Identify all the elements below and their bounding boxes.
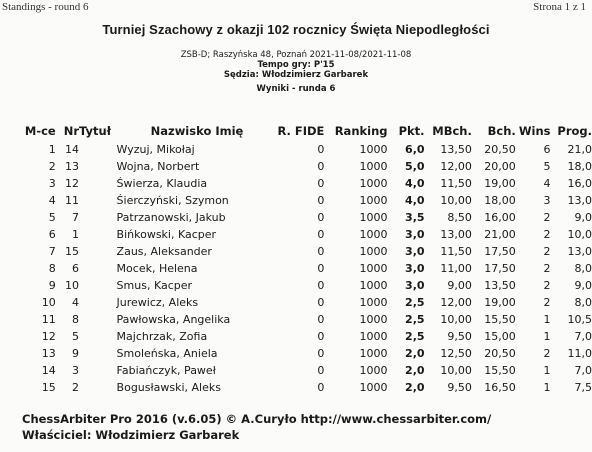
number-cell: 9 [72, 347, 80, 360]
player-name-cell: Jurewicz, Aleks [116, 296, 199, 309]
table-row [22, 277, 592, 294]
progress-cell: 7,0 [574, 330, 592, 343]
arbiter: Sędzia: Włodzimierz Garbarek [223, 70, 369, 80]
place-cell: 13 [41, 347, 56, 360]
ranking-cell: 1000 [359, 330, 388, 343]
place-cell: 12 [41, 330, 56, 343]
place-cell: 9 [48, 279, 56, 292]
player-name-cell: Mocek, Helena [116, 262, 198, 275]
title-cell [79, 175, 117, 192]
player-name-cell: Fabiańczyk, Paweł [116, 364, 216, 377]
table-row [22, 311, 592, 328]
player-name-cell: Wojna, Norbert [116, 160, 200, 173]
progress-cell: 9,0 [574, 279, 592, 292]
points-cell: 4,0 [405, 177, 425, 190]
title-cell [79, 158, 117, 175]
wins-cell: 2 [543, 211, 551, 224]
table-row [22, 226, 592, 243]
number-cell: 6 [72, 262, 80, 275]
round-label: Wyniki - runda 6 [256, 84, 336, 94]
table-row [22, 379, 592, 396]
fide-cell: 0 [317, 160, 325, 173]
wins-cell: 1 [543, 330, 551, 343]
table-row [22, 175, 592, 192]
buchholz-cell: 19,00 [484, 177, 516, 190]
fide-cell: 0 [317, 245, 325, 258]
number-cell: 7 [72, 211, 80, 224]
buchholz-cell: 18,00 [484, 194, 516, 207]
progress-cell: 13,0 [567, 194, 592, 207]
wins-cell: 5 [543, 160, 551, 173]
wins-cell: 1 [543, 313, 551, 326]
player-name-cell: Śierczyński, Szymon [116, 194, 229, 207]
title-cell [79, 260, 117, 277]
table-row [22, 328, 592, 345]
table-row [22, 362, 592, 379]
col-title: Tytuł [79, 123, 111, 138]
place-cell: 4 [48, 194, 56, 207]
wins-cell: 2 [543, 296, 551, 309]
buchholz-cell: 15,50 [484, 313, 516, 326]
median-buchholz-cell: 10,00 [440, 313, 472, 326]
points-cell: 3,0 [405, 245, 425, 258]
place-cell: 15 [41, 381, 56, 394]
table-row [22, 209, 592, 226]
number-cell: 12 [65, 177, 80, 190]
number-cell: 10 [65, 279, 80, 292]
fide-cell: 0 [317, 143, 325, 156]
player-name-cell: Świerza, Klaudia [116, 177, 208, 190]
col-fide: R. FIDE [277, 123, 325, 138]
points-cell: 2,5 [405, 296, 425, 309]
col-number: Nr [63, 123, 80, 138]
player-name-cell: Pawłowska, Angelika [116, 313, 231, 326]
points-cell: 2,5 [405, 330, 425, 343]
points-cell: 2,0 [405, 381, 425, 394]
place-cell: 6 [48, 228, 56, 241]
progress-cell: 10,5 [567, 313, 592, 326]
place-cell: 11 [41, 313, 56, 326]
place-cell: 1 [48, 143, 56, 156]
wins-cell: 1 [543, 381, 551, 394]
ranking-cell: 1000 [359, 194, 388, 207]
place-cell: 5 [48, 211, 56, 224]
points-cell: 3,5 [405, 211, 425, 224]
fide-cell: 0 [317, 381, 325, 394]
buchholz-cell: 19,00 [484, 296, 516, 309]
standings-table [22, 120, 592, 396]
number-cell: 13 [65, 160, 80, 173]
ranking-cell: 1000 [359, 262, 388, 275]
fide-cell: 0 [317, 262, 325, 275]
wins-cell: 2 [543, 245, 551, 258]
buchholz-cell: 15,50 [484, 364, 516, 377]
title-cell [79, 141, 117, 158]
points-cell: 3,0 [405, 279, 425, 292]
wins-cell: 2 [543, 262, 551, 275]
number-cell: 5 [72, 330, 80, 343]
title-cell [79, 379, 117, 396]
ranking-cell: 1000 [359, 296, 388, 309]
fide-cell: 0 [317, 364, 325, 377]
place-cell: 7 [48, 245, 56, 258]
title-cell [79, 226, 117, 243]
ranking-cell: 1000 [359, 143, 388, 156]
footer [22, 411, 491, 443]
points-cell: 6,0 [405, 143, 425, 156]
table-row [22, 345, 592, 362]
progress-cell: 16,0 [567, 177, 592, 190]
fide-cell: 0 [317, 177, 325, 190]
table-row [22, 141, 592, 158]
points-cell: 4,0 [405, 194, 425, 207]
median-buchholz-cell: 12,00 [440, 160, 472, 173]
buchholz-cell: 21,00 [484, 228, 516, 241]
number-cell: 15 [65, 245, 80, 258]
ranking-cell: 1000 [359, 245, 388, 258]
ranking-cell: 1000 [359, 160, 388, 173]
title-cell [79, 277, 117, 294]
col-progress: Prog. [557, 123, 592, 138]
progress-cell: 8,0 [574, 262, 592, 275]
progress-cell: 8,0 [574, 296, 592, 309]
points-cell: 3,0 [405, 228, 425, 241]
median-buchholz-cell: 11,50 [440, 177, 472, 190]
table-row [22, 260, 592, 277]
wins-cell: 2 [543, 347, 551, 360]
median-buchholz-cell: 10,00 [440, 194, 472, 207]
median-buchholz-cell: 13,50 [440, 143, 472, 156]
number-cell: 8 [72, 313, 80, 326]
ranking-cell: 1000 [359, 228, 388, 241]
progress-cell: 9,0 [574, 211, 592, 224]
software-credit: ChessArbiter Pro 2016 (v.6.05) © A.Curyło http://www.chessarbiter.com/ [22, 412, 492, 426]
title-cell [79, 362, 117, 379]
fide-cell: 0 [317, 330, 325, 343]
col-median-buchholz: MBch. [432, 123, 472, 138]
median-buchholz-cell: 8,50 [447, 211, 472, 224]
buchholz-cell: 16,50 [484, 381, 516, 394]
place-cell: 3 [48, 177, 56, 190]
buchholz-cell: 20,50 [484, 347, 516, 360]
median-buchholz-cell: 9,50 [447, 330, 472, 343]
player-name-cell: Majchrzak, Zofia [116, 330, 208, 343]
points-cell: 2,5 [405, 313, 425, 326]
page-header-left: Standings - round 6 [2, 1, 89, 13]
col-points: Pkt. [398, 123, 425, 138]
median-buchholz-cell: 12,00 [440, 296, 472, 309]
wins-cell: 1 [543, 364, 551, 377]
fide-cell: 0 [317, 279, 325, 292]
col-wins: Wins [518, 123, 551, 138]
player-name-cell: Wyzuj, Mikołaj [116, 143, 195, 156]
page-number: Strona 1 z 1 [533, 1, 586, 13]
title-cell [79, 192, 117, 209]
progress-cell: 7,5 [574, 381, 592, 394]
ranking-cell: 1000 [359, 313, 388, 326]
number-cell: 4 [72, 296, 80, 309]
points-cell: 2,0 [405, 364, 425, 377]
buchholz-cell: 17,50 [484, 245, 516, 258]
tournament-title: Turniej Szachowy z okazji 102 rocznicy Święta Niepodległości [102, 22, 490, 37]
player-name-cell: Patrzanowski, Jakub [116, 211, 226, 224]
table-row [22, 243, 592, 260]
progress-cell: 7,0 [574, 364, 592, 377]
ranking-cell: 1000 [359, 177, 388, 190]
wins-cell: 2 [543, 228, 551, 241]
title-cell [79, 328, 117, 345]
median-buchholz-cell: 11,50 [440, 245, 472, 258]
fide-cell: 0 [317, 347, 325, 360]
progress-cell: 11,0 [567, 347, 592, 360]
fide-cell: 0 [317, 313, 325, 326]
owner-credit: Właściciel: Włodzimierz Garbarek [22, 428, 240, 442]
buchholz-cell: 16,00 [484, 211, 516, 224]
ranking-cell: 1000 [359, 381, 388, 394]
title-cell [79, 243, 117, 260]
table-header-row [22, 120, 592, 141]
col-buchholz: Bch. [487, 123, 516, 138]
place-cell: 14 [41, 364, 56, 377]
number-cell: 1 [72, 228, 80, 241]
col-ranking: Ranking [334, 123, 388, 138]
ranking-cell: 1000 [359, 279, 388, 292]
time-control: Tempo gry: P'15 [257, 60, 335, 70]
fide-cell: 0 [317, 211, 325, 224]
place-cell: 2 [48, 160, 56, 173]
buchholz-cell: 20,50 [484, 143, 516, 156]
buchholz-cell: 17,50 [484, 262, 516, 275]
player-name-cell: Smoleńska, Aniela [116, 347, 218, 360]
col-place: M-ce [24, 123, 56, 138]
median-buchholz-cell: 12,50 [440, 347, 472, 360]
wins-cell: 3 [543, 194, 551, 207]
ranking-cell: 1000 [359, 211, 388, 224]
points-cell: 3,0 [405, 262, 425, 275]
median-buchholz-cell: 13,00 [440, 228, 472, 241]
venue-date: ZSB-D; Raszyńska 48, Poznań 2021-11-08/2021-11-08 [180, 50, 412, 60]
buchholz-cell: 20,00 [484, 160, 516, 173]
table-row [22, 192, 592, 209]
median-buchholz-cell: 11,00 [440, 262, 472, 275]
title-cell [79, 345, 117, 362]
progress-cell: 13,0 [567, 245, 592, 258]
col-name: Nazwisko Imię [150, 123, 244, 138]
buchholz-cell: 13,50 [484, 279, 516, 292]
title-cell [79, 311, 117, 328]
number-cell: 11 [65, 194, 80, 207]
wins-cell: 4 [543, 177, 551, 190]
median-buchholz-cell: 9,00 [447, 279, 472, 292]
wins-cell: 6 [543, 143, 551, 156]
points-cell: 2,0 [405, 347, 425, 360]
ranking-cell: 1000 [359, 364, 388, 377]
title-cell [79, 209, 117, 226]
buchholz-cell: 15,00 [484, 330, 516, 343]
title-cell [79, 294, 117, 311]
place-cell: 8 [48, 262, 56, 275]
progress-cell: 18,0 [567, 160, 592, 173]
fide-cell: 0 [317, 228, 325, 241]
fide-cell: 0 [317, 194, 325, 207]
table-row [22, 158, 592, 175]
player-name-cell: Smus, Kacper [116, 279, 193, 292]
number-cell: 14 [65, 143, 80, 156]
player-name-cell: Bogusławski, Aleks [116, 381, 221, 394]
number-cell: 2 [72, 381, 80, 394]
progress-cell: 21,0 [567, 143, 592, 156]
number-cell: 3 [72, 364, 80, 377]
points-cell: 5,0 [405, 160, 425, 173]
player-name-cell: Zaus, Aleksander [116, 245, 212, 258]
fide-cell: 0 [317, 296, 325, 309]
place-cell: 10 [41, 296, 56, 309]
median-buchholz-cell: 10,00 [440, 364, 472, 377]
ranking-cell: 1000 [359, 347, 388, 360]
player-name-cell: Bińkowski, Kacper [116, 228, 217, 241]
progress-cell: 10,0 [567, 228, 592, 241]
wins-cell: 2 [543, 279, 551, 292]
table-row [22, 294, 592, 311]
median-buchholz-cell: 9,50 [447, 381, 472, 394]
